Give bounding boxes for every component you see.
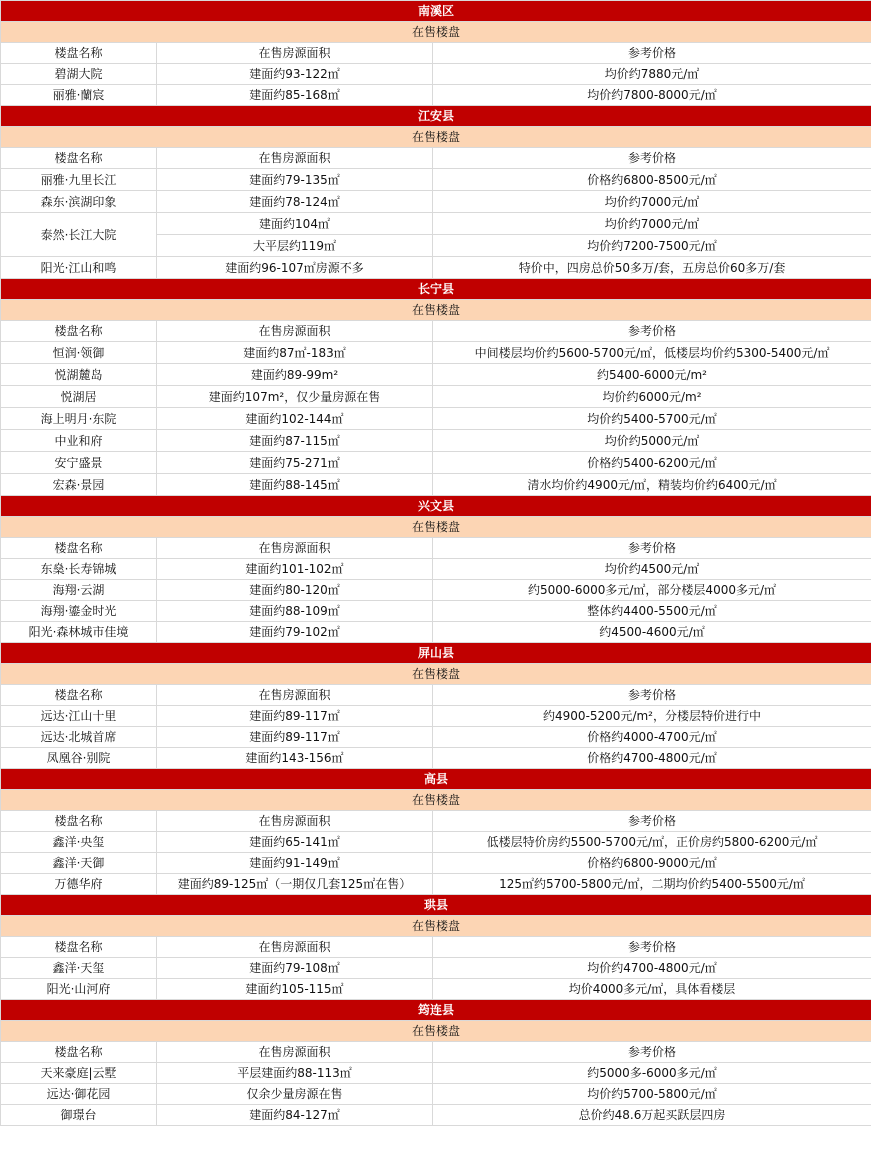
column-header-row: [1, 811, 871, 832]
project-name-cell: 海上明月·东院: [1, 408, 157, 430]
project-name-cell: 森东·滨湖印象: [1, 191, 157, 213]
region-header-row: [1, 496, 871, 517]
table-row: [1, 580, 871, 601]
project-name-cell: 中业和府: [1, 430, 157, 452]
region-title: 长宁县: [1, 279, 871, 300]
column-header-price: 参考价格: [433, 43, 871, 64]
area-cell: 建面约88-145㎡: [157, 474, 433, 496]
column-header-row: [1, 937, 871, 958]
price-cell: 均价约7880元/㎡: [433, 64, 871, 85]
project-name-cell: 恒润·领御: [1, 342, 157, 364]
section-subheader-row: [1, 664, 871, 685]
column-header-row: [1, 1042, 871, 1063]
table-row: [1, 832, 871, 853]
price-cell: 均价约6000元/m²: [433, 386, 871, 408]
price-cell: 均价4000多元/㎡，具体看楼层: [433, 979, 871, 1000]
price-cell: 均价约7200-7500元/㎡: [433, 235, 871, 257]
price-cell: 整体约4400-5500元/㎡: [433, 601, 871, 622]
table-row: [1, 748, 871, 769]
column-header-area: 在售房源面积: [157, 685, 433, 706]
area-cell: 建面约89-117㎡: [157, 706, 433, 727]
listing-table-body: [1, 1, 871, 1126]
column-header-name: 楼盘名称: [1, 1042, 157, 1063]
section-subheader-row: [1, 517, 871, 538]
column-header-row: [1, 148, 871, 169]
area-cell: 建面约89-117㎡: [157, 727, 433, 748]
section-subheader: 在售楼盘: [1, 916, 871, 937]
column-header-price: 参考价格: [433, 937, 871, 958]
section-subheader-row: [1, 916, 871, 937]
project-name-cell: 天来豪庭|云墅: [1, 1063, 157, 1084]
column-header-price: 参考价格: [433, 811, 871, 832]
region-header-row: [1, 1, 871, 22]
project-name-cell: 丽雅·蘭宸: [1, 85, 157, 106]
region-title: 兴文县: [1, 496, 871, 517]
price-cell: 均价约5000元/㎡: [433, 430, 871, 452]
area-cell: 建面约107m²，仅少量房源在售: [157, 386, 433, 408]
project-name-cell: 悦湖麓岛: [1, 364, 157, 386]
project-name-cell: 远达·御花园: [1, 1084, 157, 1105]
table-row: [1, 85, 871, 106]
project-name-cell: 碧湖大院: [1, 64, 157, 85]
column-header-name: 楼盘名称: [1, 321, 157, 342]
price-cell: 价格约5400-6200元/㎡: [433, 452, 871, 474]
project-name-cell: 安宁盛景: [1, 452, 157, 474]
region-title: 江安县: [1, 106, 871, 127]
price-cell: 约5000-6000多元/㎡，部分楼层4000多元/㎡: [433, 580, 871, 601]
project-name-cell: 宏森·景园: [1, 474, 157, 496]
project-name-cell: 泰然·长江大院: [1, 213, 157, 257]
price-cell: 均价约4500元/㎡: [433, 559, 871, 580]
section-subheader-row: [1, 300, 871, 321]
column-header-name: 楼盘名称: [1, 811, 157, 832]
price-cell: 中间楼层均价约5600-5700元/㎡，低楼层均价约5300-5400元/㎡: [433, 342, 871, 364]
region-title: 筠连县: [1, 1000, 871, 1021]
table-row: [1, 474, 871, 496]
section-subheader-row: [1, 127, 871, 148]
region-header-row: [1, 106, 871, 127]
table-row: [1, 342, 871, 364]
area-cell: 建面约87㎡-183㎡: [157, 342, 433, 364]
section-subheader: 在售楼盘: [1, 790, 871, 811]
table-row: [1, 601, 871, 622]
area-cell: 建面约93-122㎡: [157, 64, 433, 85]
column-header-area: 在售房源面积: [157, 148, 433, 169]
area-cell: 大平层约119㎡: [157, 235, 433, 257]
table-row: [1, 874, 871, 895]
column-header-name: 楼盘名称: [1, 148, 157, 169]
project-name-cell: 悦湖居: [1, 386, 157, 408]
area-cell: 建面约101-102㎡: [157, 559, 433, 580]
area-cell: 建面约91-149㎡: [157, 853, 433, 874]
table-row: [1, 408, 871, 430]
section-subheader: 在售楼盘: [1, 300, 871, 321]
column-header-area: 在售房源面积: [157, 321, 433, 342]
column-header-area: 在售房源面积: [157, 538, 433, 559]
column-header-area: 在售房源面积: [157, 43, 433, 64]
table-row: [1, 1084, 871, 1105]
area-cell: 建面约89-99m²: [157, 364, 433, 386]
area-cell: 建面约104㎡: [157, 213, 433, 235]
region-header-row: [1, 769, 871, 790]
price-cell: 均价约7000元/㎡: [433, 213, 871, 235]
table-row: [1, 257, 871, 279]
region-header-row: [1, 279, 871, 300]
price-cell: 低楼层特价房约5500-5700元/㎡，正价房约5800-6200元/㎡: [433, 832, 871, 853]
region-header-row: [1, 1000, 871, 1021]
area-cell: 建面约85-168㎡: [157, 85, 433, 106]
price-cell: 125㎡约5700-5800元/㎡，二期均价约5400-5500元/㎡: [433, 874, 871, 895]
price-cell: 总价约48.6万起买跃层四房: [433, 1105, 871, 1126]
region-header-row: [1, 643, 871, 664]
table-row: [1, 1105, 871, 1126]
area-cell: 建面约89-125㎡（一期仅几套125㎡在售）: [157, 874, 433, 895]
project-name-cell: 阳光·山河府: [1, 979, 157, 1000]
area-cell: 建面约143-156㎡: [157, 748, 433, 769]
area-cell: 建面约96-107㎡房源不多: [157, 257, 433, 279]
column-header-row: [1, 685, 871, 706]
price-cell: 约5400-6000元/m²: [433, 364, 871, 386]
section-subheader: 在售楼盘: [1, 517, 871, 538]
area-cell: 建面约75-271㎡: [157, 452, 433, 474]
table-row: [1, 727, 871, 748]
table-row: [1, 1063, 871, 1084]
column-header-area: 在售房源面积: [157, 1042, 433, 1063]
column-header-name: 楼盘名称: [1, 685, 157, 706]
price-cell: 均价约5700-5800元/㎡: [433, 1084, 871, 1105]
price-cell: 价格约4000-4700元/㎡: [433, 727, 871, 748]
table-row: [1, 191, 871, 213]
project-name-cell: 凤凰谷·别院: [1, 748, 157, 769]
table-row: [1, 452, 871, 474]
project-name-cell: 鑫洋·天御: [1, 853, 157, 874]
region-header-row: [1, 895, 871, 916]
project-name-cell: 远达·江山十里: [1, 706, 157, 727]
price-cell: 约4500-4600元/㎡: [433, 622, 871, 643]
project-name-cell: 远达·北城首席: [1, 727, 157, 748]
table-row: [1, 958, 871, 979]
table-row: [1, 213, 871, 235]
price-cell: 价格约6800-9000元/㎡: [433, 853, 871, 874]
section-subheader-row: [1, 22, 871, 43]
column-header-name: 楼盘名称: [1, 937, 157, 958]
project-name-cell: 万德华府: [1, 874, 157, 895]
area-cell: 建面约80-120㎡: [157, 580, 433, 601]
table-row: [1, 64, 871, 85]
area-cell: 建面约87-115㎡: [157, 430, 433, 452]
region-title: 珙县: [1, 895, 871, 916]
table-row: [1, 853, 871, 874]
area-cell: 建面约79-102㎡: [157, 622, 433, 643]
column-header-row: [1, 321, 871, 342]
column-header-price: 参考价格: [433, 685, 871, 706]
region-title: 高县: [1, 769, 871, 790]
column-header-price: 参考价格: [433, 321, 871, 342]
project-name-cell: 阳光·江山和鸣: [1, 257, 157, 279]
table-row: [1, 559, 871, 580]
project-name-cell: 丽雅·九里长江: [1, 169, 157, 191]
table-row: [1, 430, 871, 452]
column-header-area: 在售房源面积: [157, 937, 433, 958]
project-name-cell: 御璟台: [1, 1105, 157, 1126]
project-name-cell: 东燊·长寿锦城: [1, 559, 157, 580]
project-name-cell: 鑫洋·天玺: [1, 958, 157, 979]
table-row: [1, 979, 871, 1000]
area-cell: 建面约78-124㎡: [157, 191, 433, 213]
region-title: 屏山县: [1, 643, 871, 664]
price-cell: 约4900-5200元/m²，分楼层特价进行中: [433, 706, 871, 727]
column-header-price: 参考价格: [433, 148, 871, 169]
area-cell: 建面约88-109㎡: [157, 601, 433, 622]
table-row: [1, 364, 871, 386]
table-row: [1, 622, 871, 643]
section-subheader-row: [1, 790, 871, 811]
section-subheader: 在售楼盘: [1, 664, 871, 685]
column-header-row: [1, 43, 871, 64]
section-subheader: 在售楼盘: [1, 1021, 871, 1042]
price-cell: 价格约4700-4800元/㎡: [433, 748, 871, 769]
project-name-cell: 阳光·森林城市佳境: [1, 622, 157, 643]
price-cell: 约5000多-6000多元/㎡: [433, 1063, 871, 1084]
section-subheader: 在售楼盘: [1, 127, 871, 148]
area-cell: 建面约79-108㎡: [157, 958, 433, 979]
area-cell: 平层建面约88-113㎡: [157, 1063, 433, 1084]
price-cell: 均价约7000元/㎡: [433, 191, 871, 213]
project-name-cell: 鑫洋·央玺: [1, 832, 157, 853]
price-cell: 均价约4700-4800元/㎡: [433, 958, 871, 979]
table-row: [1, 386, 871, 408]
column-header-name: 楼盘名称: [1, 538, 157, 559]
price-cell: 特价中，四房总价50多万/套，五房总价60多万/套: [433, 257, 871, 279]
price-cell: 均价约7800-8000元/㎡: [433, 85, 871, 106]
area-cell: 建面约105-115㎡: [157, 979, 433, 1000]
area-cell: 建面约79-135㎡: [157, 169, 433, 191]
table-row: [1, 706, 871, 727]
column-header-price: 参考价格: [433, 538, 871, 559]
price-cell: 均价约5400-5700元/㎡: [433, 408, 871, 430]
region-title: 南溪区: [1, 1, 871, 22]
table-row: [1, 169, 871, 191]
area-cell: 建面约65-141㎡: [157, 832, 433, 853]
column-header-row: [1, 538, 871, 559]
column-header-area: 在售房源面积: [157, 811, 433, 832]
project-name-cell: 海翔·云湖: [1, 580, 157, 601]
price-cell: 清水均价约4900元/㎡，精装均价约6400元/㎡: [433, 474, 871, 496]
project-name-cell: 海翔·鎏金时光: [1, 601, 157, 622]
column-header-price: 参考价格: [433, 1042, 871, 1063]
area-cell: 仅余少量房源在售: [157, 1084, 433, 1105]
section-subheader: 在售楼盘: [1, 22, 871, 43]
area-cell: 建面约102-144㎡: [157, 408, 433, 430]
column-header-name: 楼盘名称: [1, 43, 157, 64]
area-cell: 建面约84-127㎡: [157, 1105, 433, 1126]
section-subheader-row: [1, 1021, 871, 1042]
price-cell: 价格约6800-8500元/㎡: [433, 169, 871, 191]
